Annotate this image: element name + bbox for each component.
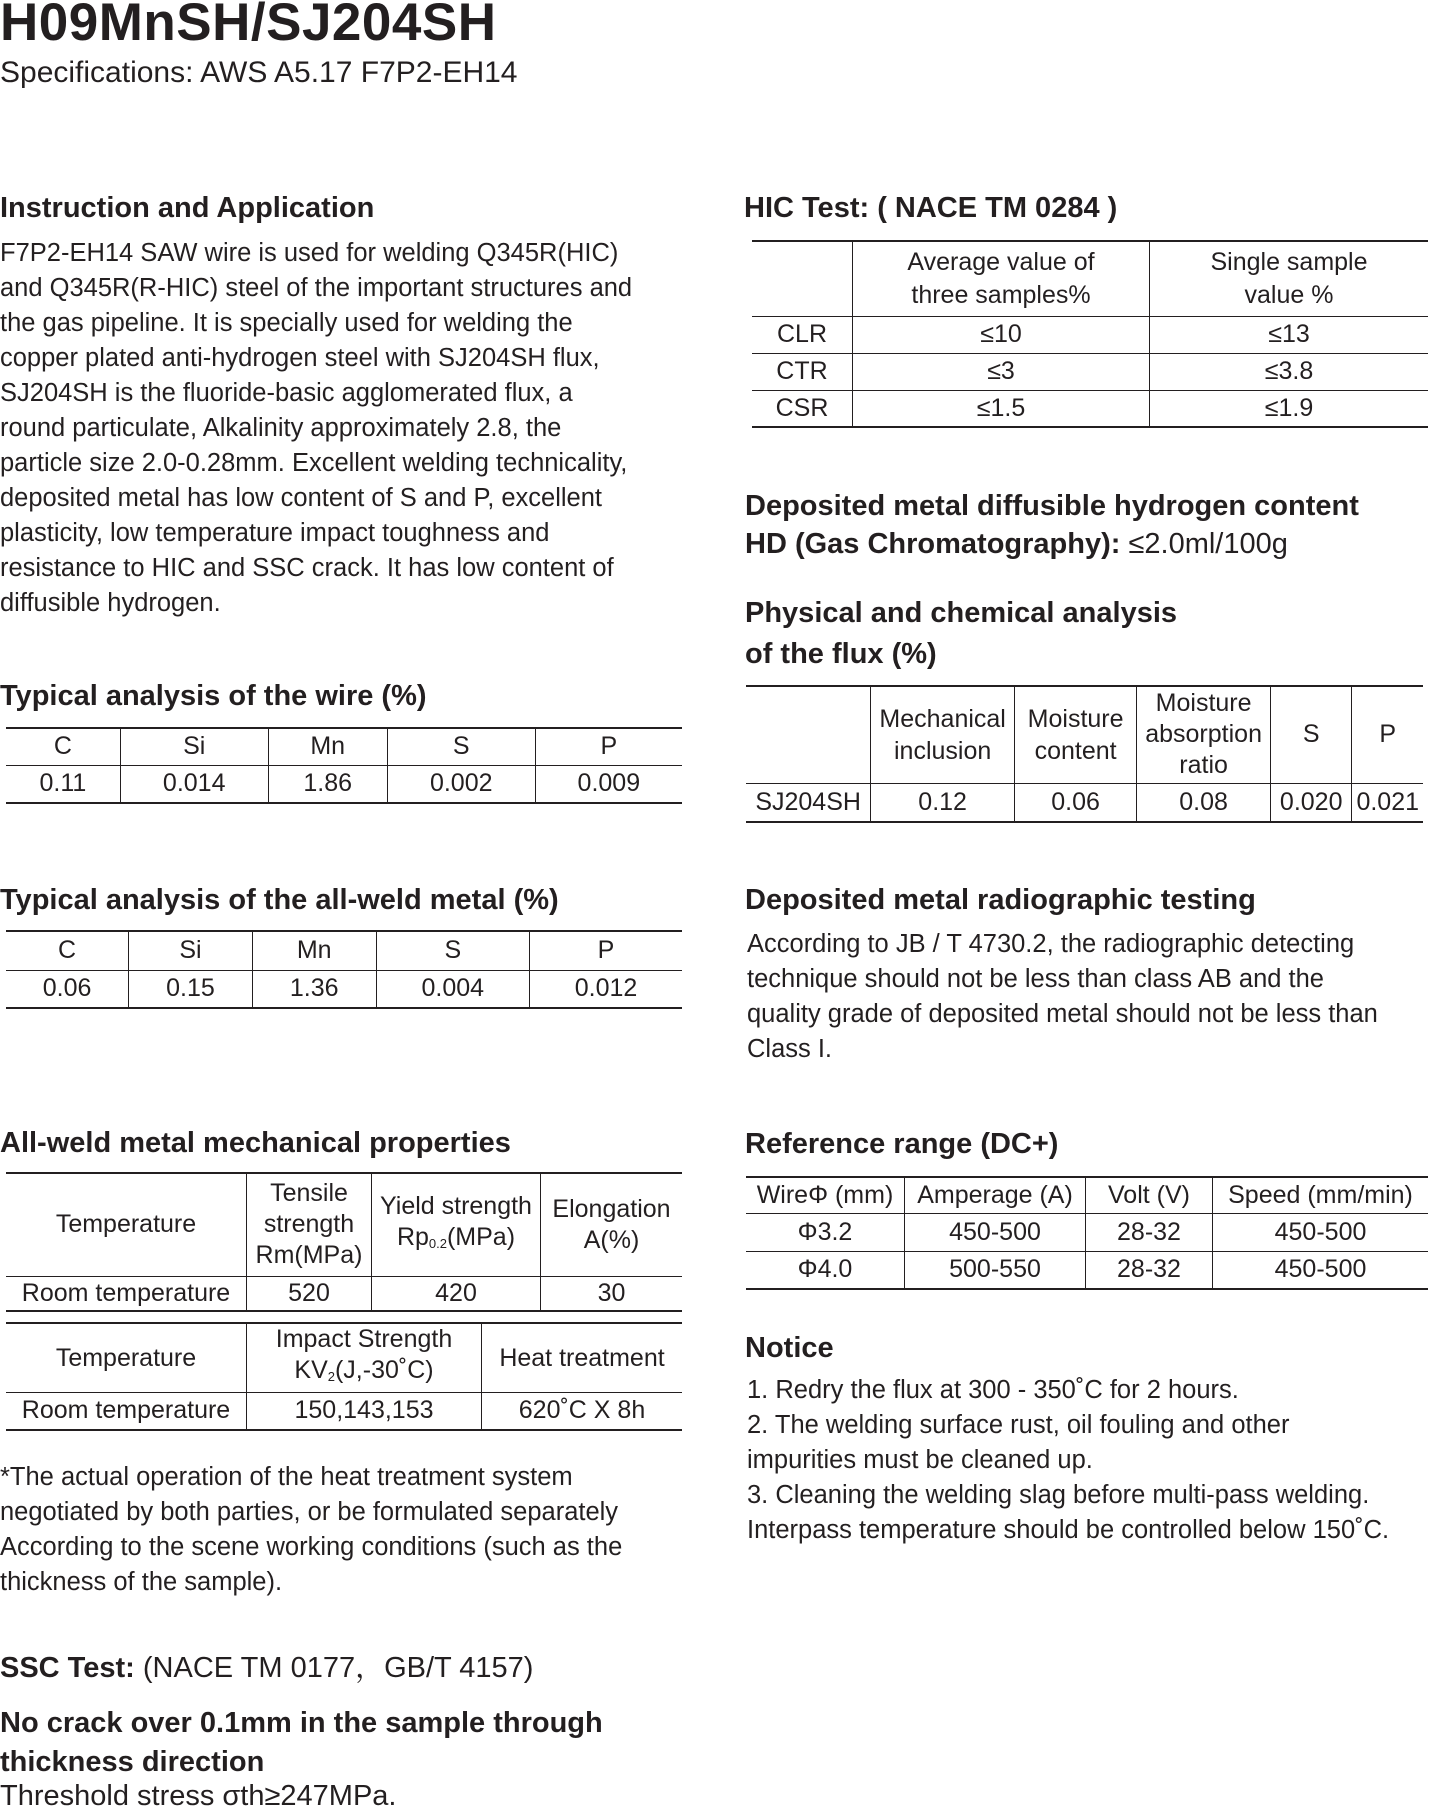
table-cell: Room temperature <box>21 1278 231 1307</box>
ssc-crack-line: No crack over 0.1mm in the sample through <box>0 1707 603 1739</box>
header-line: Yield strength <box>380 1191 532 1220</box>
header-line: Impact Strength <box>275 1325 453 1353</box>
subscript: 0.2 <box>428 1235 447 1251</box>
table-header-row <box>752 241 1428 316</box>
table-cell: 0.009 <box>535 765 682 803</box>
table-header-cell <box>247 1323 482 1393</box>
table-cell: ≤10 <box>853 316 1150 353</box>
table-header-cell: Volt (V) <box>1086 1177 1213 1213</box>
header-line: three samples% <box>911 280 1091 309</box>
table-cell: SJ204SH <box>755 787 861 816</box>
table-cell: Room temperature <box>21 1396 231 1425</box>
note-line: *The actual operation of the heat treatment system <box>0 1463 573 1491</box>
table-header-cell: Heat treatment <box>482 1323 683 1393</box>
instruction-line: F7P2-EH14 SAW wire is used for welding Q345R(HIC) <box>0 239 619 267</box>
table-header-cell <box>871 686 1015 783</box>
hydrogen-content <box>745 487 1359 563</box>
radiographic-line: quality grade of deposited metal should not be less than <box>747 1000 1378 1028</box>
instruction-line: resistance to HIC and SSC crack. It has low content of <box>0 554 614 582</box>
table-row <box>752 316 1428 353</box>
table-header-cell: Temperature <box>6 1323 247 1393</box>
table-cell: ≤13 <box>1150 316 1429 353</box>
header-text: Rp <box>396 1222 429 1251</box>
subscript: 2 <box>327 1369 335 1384</box>
table-cell: ≤3.8 <box>1150 353 1429 390</box>
ssc-threshold: Threshold stress σth≥247MPa. <box>0 1780 397 1812</box>
hydrogen-line <box>745 525 1359 563</box>
table-cell: 0.06 <box>1014 783 1136 822</box>
note-line: According to the scene working conditions (such as the <box>0 1533 623 1561</box>
instruction-heading: Instruction and Application <box>0 192 375 224</box>
mechanical-heading: All-weld metal mechanical properties <box>0 1127 511 1159</box>
header-line: absorption <box>1145 720 1262 749</box>
table-header-row <box>746 686 1423 783</box>
notice-line: 2. The welding surface rust, oil fouling and other <box>747 1411 1290 1439</box>
instruction-text <box>0 236 690 621</box>
table-header-cell: Temperature <box>6 1173 247 1276</box>
table-row <box>6 1276 682 1311</box>
table-cell: Φ3.2 <box>746 1213 905 1251</box>
header-line: Average value of <box>907 247 1095 276</box>
header-line: Moisture <box>1155 689 1252 718</box>
header-line: A(%) <box>583 1225 640 1254</box>
table-header-cell <box>1150 241 1429 316</box>
table-header-row <box>746 1177 1428 1213</box>
table-cell: CSR <box>775 393 829 422</box>
header-line: value % <box>1244 280 1334 309</box>
table-header-cell <box>247 1173 372 1276</box>
table-cell: 28-32 <box>1086 1251 1213 1289</box>
table-row <box>746 1251 1428 1289</box>
table-cell: 0.012 <box>530 970 682 1008</box>
table-row <box>746 783 1423 822</box>
table-header-cell: S <box>387 728 535 765</box>
table-header-row <box>6 728 682 765</box>
ssc-crack-line: thickness direction <box>0 1746 265 1778</box>
table-cell: 520 <box>247 1276 372 1311</box>
table-header-cell <box>746 686 871 783</box>
table-header-cell <box>1137 686 1271 783</box>
instruction-line: particle size 2.0-0.28mm. Excellent welding technicality, <box>0 449 628 477</box>
table-header-cell: P <box>530 931 682 970</box>
header-line: Moisture <box>1027 704 1124 733</box>
table-cell: 450-500 <box>905 1213 1086 1251</box>
table-cell: 0.11 <box>39 769 87 798</box>
reference-table <box>746 1176 1428 1290</box>
instruction-line: deposited metal has low content of S and P, excellent <box>0 484 603 512</box>
table-row <box>6 1393 682 1430</box>
instruction-line: SJ204SH is the fluoride-basic agglomerated flux, a <box>0 379 573 407</box>
radiographic-line: Class I. <box>747 1035 833 1063</box>
table-cell: 1.36 <box>252 970 376 1008</box>
flux-heading <box>745 593 1177 675</box>
header-line: strength <box>263 1210 355 1239</box>
instruction-line: and Q345R(R-HIC) steel of the important structures and <box>0 274 633 302</box>
table-header-cell: C <box>6 728 120 765</box>
specifications: Specifications: AWS A5.17 F7P2-EH14 <box>0 56 518 89</box>
table-header-cell: Si <box>120 728 268 765</box>
header-line: Single sample <box>1210 247 1368 276</box>
table-row <box>6 765 682 803</box>
table-header-cell: Speed (mm/min) <box>1213 1177 1429 1213</box>
table-cell: ≤1.9 <box>1150 390 1429 427</box>
table-header-cell: P <box>535 728 682 765</box>
flux-heading-line: Physical and chemical analysis <box>745 597 1178 629</box>
header-line: ratio <box>1179 751 1228 780</box>
header-line: Tensile <box>270 1179 348 1208</box>
table-cell: 450-500 <box>1213 1251 1429 1289</box>
table-cell: 0.004 <box>376 970 530 1008</box>
table-header-cell: Amperage (A) <box>905 1177 1086 1213</box>
table-cell: 28-32 <box>1086 1213 1213 1251</box>
table-cell: 0.002 <box>387 765 535 803</box>
notice-line: 3. Cleaning the welding slag before multi-pass welding. <box>747 1481 1370 1509</box>
header-text: KV <box>294 1356 328 1384</box>
weld-analysis-table <box>6 930 682 1009</box>
mechanical-table <box>6 1172 682 1312</box>
radiographic-text <box>747 927 1427 1067</box>
header-line: Elongation <box>552 1194 671 1223</box>
table-header-cell: C <box>6 931 129 970</box>
hydrogen-label: HD (Gas Chromatography): <box>745 528 1121 560</box>
document-title: H09MnSH/SJ204SH <box>0 0 497 52</box>
table-cell: 0.021 <box>1352 783 1423 822</box>
table-header-cell: S <box>376 931 530 970</box>
table-header-cell: S <box>1270 686 1351 783</box>
hic-table <box>752 240 1428 428</box>
flux-table <box>746 685 1423 823</box>
header-line: Mechanical <box>879 704 1006 733</box>
table-cell: 0.12 <box>871 783 1015 822</box>
header-line: inclusion <box>894 736 992 765</box>
hic-heading: HIC Test: ( NACE TM 0284 ) <box>744 192 1118 224</box>
header-line <box>376 1222 536 1259</box>
table-cell: 0.15 <box>129 970 253 1008</box>
table-cell: Φ4.0 <box>797 1255 853 1284</box>
ssc-crack <box>0 1704 603 1782</box>
table-row <box>752 353 1428 390</box>
table-header-cell: Mn <box>252 931 376 970</box>
table-cell: 30 <box>541 1276 683 1311</box>
heat-treatment-note <box>0 1460 690 1600</box>
wire-analysis-table <box>6 727 682 804</box>
radiographic-heading: Deposited metal radiographic testing <box>745 884 1256 916</box>
weld-analysis-heading: Typical analysis of the all-weld metal (%) <box>0 884 559 916</box>
table-row <box>746 1213 1428 1251</box>
table-header-cell <box>541 1173 683 1276</box>
table-cell: 0.06 <box>42 974 92 1003</box>
header-text: (J,-30˚C) <box>334 1356 434 1384</box>
instruction-line: diffusible hydrogen. <box>0 589 221 617</box>
notice-line: 1. Redry the flux at 300 - 350˚C for 2 hours. <box>747 1376 1239 1404</box>
table-header-cell <box>1014 686 1136 783</box>
radiographic-line: technique should not be less than class AB and the <box>747 965 1324 993</box>
notice-line: impurities must be cleaned up. <box>747 1446 1093 1474</box>
flux-heading-line: of the flux (%) <box>745 638 937 670</box>
header-line: content <box>1034 736 1117 765</box>
ssc-label: SSC Test: <box>0 1652 135 1684</box>
table-cell: 1.86 <box>268 765 387 803</box>
wire-analysis-heading: Typical analysis of the wire (%) <box>0 680 427 712</box>
instruction-line: plasticity, low temperature impact toughness and <box>0 519 550 547</box>
hydrogen-value: ≤2.0ml/100g <box>1120 528 1288 560</box>
table-header-cell <box>752 241 853 316</box>
table-row <box>6 970 682 1008</box>
table-header-cell <box>372 1173 541 1276</box>
table-header-cell: P <box>1352 686 1423 783</box>
table-header-row <box>6 1173 682 1276</box>
table-cell: 0.014 <box>120 765 268 803</box>
header-text: (MPa) <box>446 1222 516 1251</box>
table-cell: 500-550 <box>905 1251 1086 1289</box>
table-header-cell: Si <box>129 931 253 970</box>
table-header-row <box>6 931 682 970</box>
hydrogen-heading: Deposited metal diffusible hydrogen content <box>745 490 1359 522</box>
header-line <box>251 1355 477 1392</box>
table-cell: CTR <box>752 353 853 390</box>
instruction-line: copper plated anti-hydrogen steel with SJ204SH flux, <box>0 344 600 372</box>
notice-text <box>747 1373 1427 1548</box>
instruction-line: the gas pipeline. It is specially used for welding the <box>0 309 573 337</box>
table-header-cell: Mn <box>268 728 387 765</box>
table-cell: 450-500 <box>1213 1213 1429 1251</box>
radiographic-line: According to JB / T 4730.2, the radiographic detecting <box>747 930 1355 958</box>
note-line: negotiated by both parties, or be formulated separately <box>0 1498 619 1526</box>
table-cell: 420 <box>372 1276 541 1311</box>
table-cell: 620˚C X 8h <box>482 1393 683 1430</box>
ssc-test <box>0 1645 533 1686</box>
table-header-row <box>6 1323 682 1393</box>
table-cell: 0.08 <box>1137 783 1271 822</box>
table-cell: ≤1.5 <box>853 390 1150 427</box>
reference-heading: Reference range (DC+) <box>745 1128 1059 1160</box>
table-cell: ≤3 <box>853 353 1150 390</box>
table-row <box>752 390 1428 427</box>
table-header-cell: WireΦ (mm) <box>746 1177 905 1213</box>
table-cell: 0.020 <box>1270 783 1351 822</box>
notice-heading: Notice <box>745 1332 834 1364</box>
notice-line: Interpass temperature should be controlled below 150˚C. <box>747 1516 1390 1544</box>
table-header-cell <box>853 241 1150 316</box>
instruction-line: round particulate, Alkalinity approximately 2.8, the <box>0 414 562 442</box>
ssc-value: (NACE TM 0177，GB/T 4157) <box>134 1652 534 1684</box>
note-line: thickness of the sample). <box>0 1568 283 1596</box>
table-cell: 150,143,153 <box>247 1393 482 1430</box>
table-cell: CLR <box>752 316 853 353</box>
header-line: Rm(MPa) <box>255 1241 363 1270</box>
impact-table <box>6 1322 682 1431</box>
